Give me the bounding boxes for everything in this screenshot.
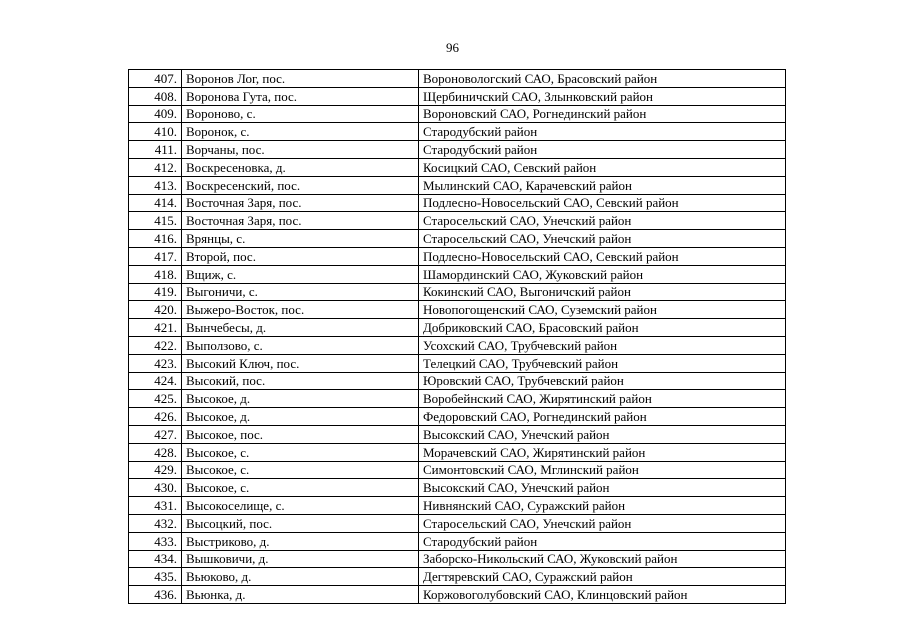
settlements-table xyxy=(128,69,786,604)
table-row xyxy=(129,70,786,88)
row-number: 413. xyxy=(129,176,182,194)
administrative-unit: Морачевский САО, Жирятинский район xyxy=(419,443,786,461)
row-number: 429. xyxy=(129,461,182,479)
row-number: 426. xyxy=(129,408,182,426)
settlement-name: Выстриково, д. xyxy=(182,532,419,550)
administrative-unit: Подлесно-Новосельский САО, Севский район xyxy=(419,247,786,265)
administrative-unit: Подлесно-Новосельский САО, Севский район xyxy=(419,194,786,212)
administrative-unit: Стародубский район xyxy=(419,123,786,141)
settlement-name: Вщиж, с. xyxy=(182,265,419,283)
row-number: 412. xyxy=(129,158,182,176)
table-row xyxy=(129,141,786,159)
row-number: 425. xyxy=(129,390,182,408)
settlement-name: Восточная Заря, пос. xyxy=(182,212,419,230)
administrative-unit: Вороновский САО, Рогнединский район xyxy=(419,105,786,123)
settlement-name: Высокое, пос. xyxy=(182,425,419,443)
row-number: 427. xyxy=(129,425,182,443)
settlement-name: Ворчаны, пос. xyxy=(182,141,419,159)
settlement-name: Высокое, с. xyxy=(182,479,419,497)
row-number: 431. xyxy=(129,497,182,515)
table-row xyxy=(129,461,786,479)
row-number: 436. xyxy=(129,586,182,604)
settlement-name: Выжеро-Восток, пос. xyxy=(182,301,419,319)
row-number: 418. xyxy=(129,265,182,283)
administrative-unit: Щербиничский САО, Злынковский район xyxy=(419,87,786,105)
administrative-unit: Старосельский САО, Унечский район xyxy=(419,212,786,230)
row-number: 414. xyxy=(129,194,182,212)
administrative-unit: Добриковский САО, Брасовский район xyxy=(419,319,786,337)
row-number: 423. xyxy=(129,354,182,372)
administrative-unit: Вороновологский САО, Брасовский район xyxy=(419,70,786,88)
row-number: 411. xyxy=(129,141,182,159)
table-row xyxy=(129,408,786,426)
table-row xyxy=(129,568,786,586)
row-number: 415. xyxy=(129,212,182,230)
table-row xyxy=(129,265,786,283)
administrative-unit: Старосельский САО, Унечский район xyxy=(419,514,786,532)
table-row xyxy=(129,283,786,301)
table-row xyxy=(129,158,786,176)
table-body xyxy=(129,70,786,604)
table-row xyxy=(129,479,786,497)
settlement-name: Воронова Гута, пос. xyxy=(182,87,419,105)
settlement-name: Высокое, д. xyxy=(182,390,419,408)
settlement-name: Высоцкий, пос. xyxy=(182,514,419,532)
administrative-unit: Старосельский САО, Унечский район xyxy=(419,230,786,248)
table-row xyxy=(129,514,786,532)
row-number: 433. xyxy=(129,532,182,550)
administrative-unit: Дегтяревский САО, Суражский район xyxy=(419,568,786,586)
administrative-unit: Симонтовский САО, Мглинский район xyxy=(419,461,786,479)
settlement-name: Врянцы, с. xyxy=(182,230,419,248)
row-number: 407. xyxy=(129,70,182,88)
administrative-unit: Телецкий САО, Трубчевский район xyxy=(419,354,786,372)
row-number: 417. xyxy=(129,247,182,265)
administrative-unit: Коржовоголубовский САО, Клинцовский район xyxy=(419,586,786,604)
table-row xyxy=(129,550,786,568)
row-number: 410. xyxy=(129,123,182,141)
table-row xyxy=(129,176,786,194)
table-row xyxy=(129,425,786,443)
row-number: 416. xyxy=(129,230,182,248)
row-number: 428. xyxy=(129,443,182,461)
row-number: 422. xyxy=(129,336,182,354)
administrative-unit: Стародубский район xyxy=(419,532,786,550)
table-row xyxy=(129,247,786,265)
table-row xyxy=(129,212,786,230)
settlement-name: Восточная Заря, пос. xyxy=(182,194,419,212)
administrative-unit: Высокский САО, Унечский район xyxy=(419,479,786,497)
settlement-name: Вынчебесы, д. xyxy=(182,319,419,337)
administrative-unit: Нивнянский САО, Суражский район xyxy=(419,497,786,515)
row-number: 424. xyxy=(129,372,182,390)
settlement-name: Высокое, д. xyxy=(182,408,419,426)
settlement-name: Высокоселище, с. xyxy=(182,497,419,515)
table-row xyxy=(129,586,786,604)
table-row xyxy=(129,532,786,550)
row-number: 435. xyxy=(129,568,182,586)
settlement-name: Высокое, с. xyxy=(182,461,419,479)
administrative-unit: Мылинский САО, Карачевский район xyxy=(419,176,786,194)
settlement-name: Воскресеновка, д. xyxy=(182,158,419,176)
settlement-name: Высокий Ключ, пос. xyxy=(182,354,419,372)
settlement-name: Высокое, с. xyxy=(182,443,419,461)
table-row xyxy=(129,123,786,141)
row-number: 409. xyxy=(129,105,182,123)
row-number: 434. xyxy=(129,550,182,568)
table-row xyxy=(129,443,786,461)
settlement-name: Второй, пос. xyxy=(182,247,419,265)
row-number: 432. xyxy=(129,514,182,532)
table-row xyxy=(129,372,786,390)
settlement-name: Вышковичи, д. xyxy=(182,550,419,568)
row-number: 430. xyxy=(129,479,182,497)
settlement-name: Выползово, с. xyxy=(182,336,419,354)
table-row xyxy=(129,194,786,212)
table-row xyxy=(129,319,786,337)
administrative-unit: Новопогощенский САО, Суземский район xyxy=(419,301,786,319)
table-row xyxy=(129,354,786,372)
administrative-unit: Федоровский САО, Рогнединский район xyxy=(419,408,786,426)
table-row xyxy=(129,87,786,105)
administrative-unit: Косицкий САО, Севский район xyxy=(419,158,786,176)
settlement-name: Воронов Лог, пос. xyxy=(182,70,419,88)
row-number: 408. xyxy=(129,87,182,105)
page-number: 96 xyxy=(446,40,459,55)
administrative-unit: Шамординский САО, Жуковский район xyxy=(419,265,786,283)
settlement-name: Выгоничи, с. xyxy=(182,283,419,301)
row-number: 420. xyxy=(129,301,182,319)
row-number: 419. xyxy=(129,283,182,301)
settlement-name: Воронок, с. xyxy=(182,123,419,141)
administrative-unit: Усохский САО, Трубчевский район xyxy=(419,336,786,354)
table-row xyxy=(129,105,786,123)
table-row xyxy=(129,301,786,319)
settlement-name: Высокий, пос. xyxy=(182,372,419,390)
settlement-name: Вьюково, д. xyxy=(182,568,419,586)
settlement-name: Вороново, с. xyxy=(182,105,419,123)
administrative-unit: Воробейнский САО, Жирятинский район xyxy=(419,390,786,408)
table-row xyxy=(129,230,786,248)
table-row xyxy=(129,390,786,408)
administrative-unit: Юровский САО, Трубчевский район xyxy=(419,372,786,390)
administrative-unit: Кокинский САО, Выгоничский район xyxy=(419,283,786,301)
administrative-unit: Заборско-Никольский САО, Жуковский район xyxy=(419,550,786,568)
table-row xyxy=(129,336,786,354)
administrative-unit: Стародубский район xyxy=(419,141,786,159)
administrative-unit: Высокский САО, Унечский район xyxy=(419,425,786,443)
row-number: 421. xyxy=(129,319,182,337)
settlement-name: Воскресенский, пос. xyxy=(182,176,419,194)
table-row xyxy=(129,497,786,515)
settlement-name: Вьюнка, д. xyxy=(182,586,419,604)
